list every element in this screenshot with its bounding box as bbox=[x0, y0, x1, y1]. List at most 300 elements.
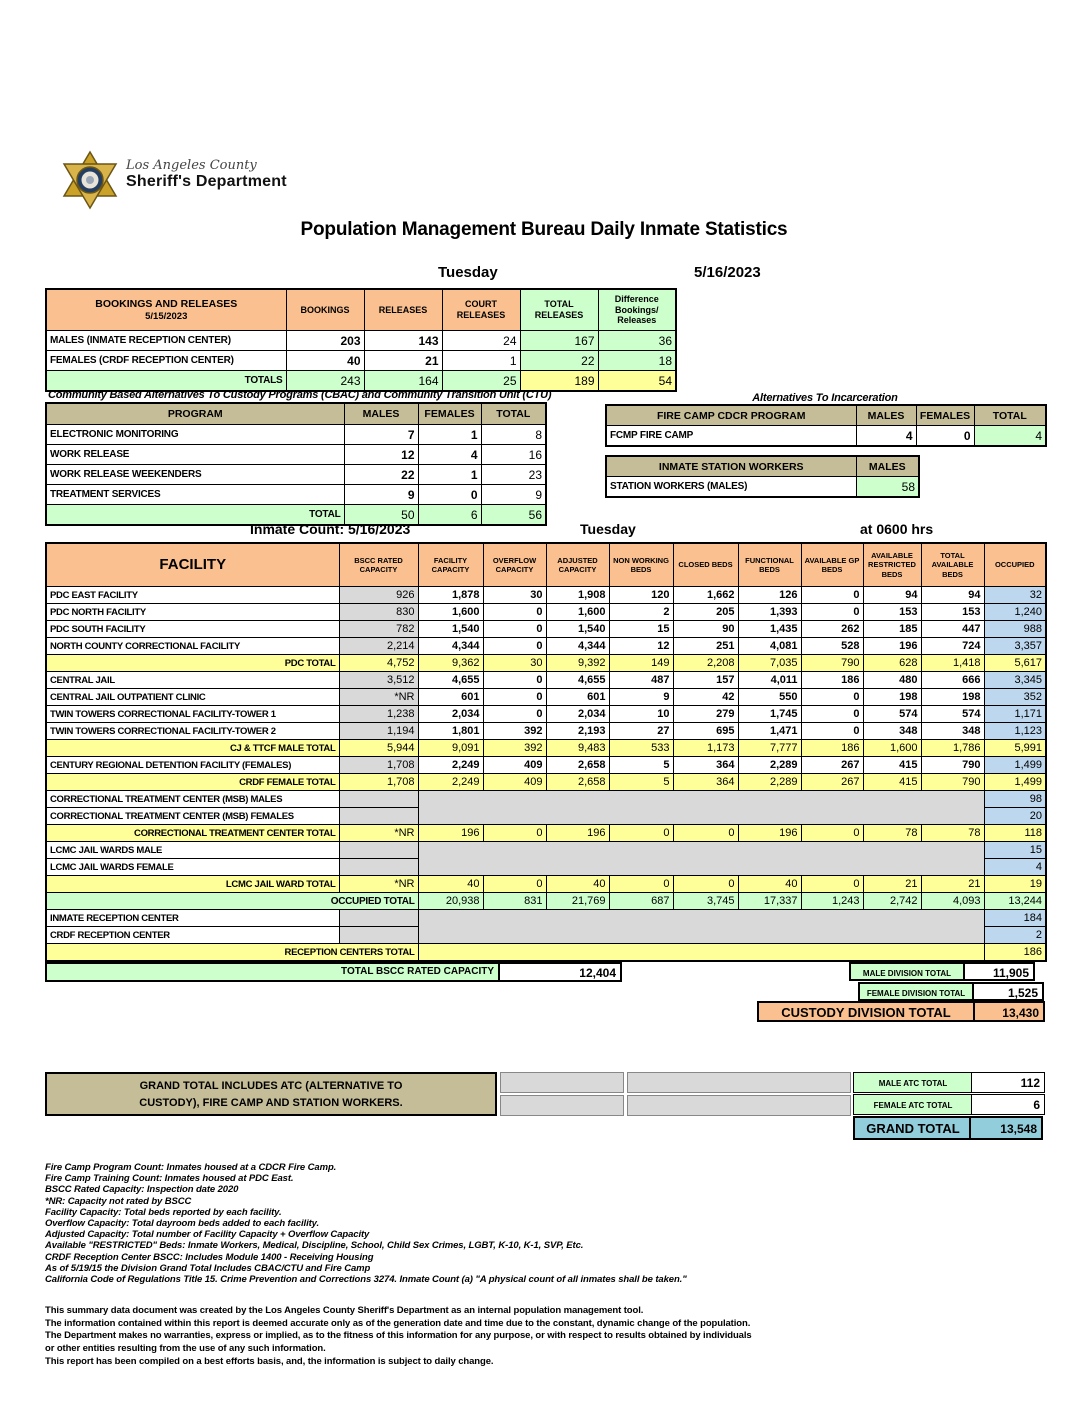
grand-total-section bbox=[45, 1072, 1045, 1142]
count-cell: 550 bbox=[738, 689, 801, 706]
count-cell: 30 bbox=[483, 655, 546, 672]
totals-label: TOTALS bbox=[46, 371, 286, 392]
bookings-cell: 203 bbox=[286, 331, 364, 351]
col-fire-camp-program: FIRE CAMP CDCR PROGRAM bbox=[606, 405, 856, 426]
males-cell: 22 bbox=[344, 465, 418, 485]
bscc-capacity-cell bbox=[339, 910, 418, 927]
bookings-total: 243 bbox=[286, 371, 364, 392]
count-cell: 196 bbox=[738, 825, 801, 842]
facility-label: PDC NORTH FACILITY bbox=[46, 604, 339, 621]
count-cell: 415 bbox=[863, 774, 921, 791]
disclaimer-line: This report has been compiled on a best efforts basis, and, the information is subject to daily change. bbox=[45, 1355, 494, 1367]
count-cell: 0 bbox=[673, 876, 738, 893]
logo-text bbox=[126, 158, 287, 191]
col-females: FEMALES bbox=[418, 403, 481, 425]
count-cell: 364 bbox=[673, 774, 738, 791]
total-label: OCCUPIED TOTAL bbox=[46, 893, 418, 910]
table-row bbox=[46, 893, 1046, 910]
males-cell: 12 bbox=[344, 445, 418, 465]
logo-county: Los Angeles County bbox=[126, 158, 257, 173]
count-cell: 447 bbox=[921, 621, 984, 638]
col-total-available-beds: TOTAL AVAILABLE BEDS bbox=[921, 543, 984, 587]
row-label: MALES (INMATE RECEPTION CENTER) bbox=[46, 331, 286, 351]
inmate-count-date: Inmate Count: 5/16/2023 bbox=[250, 521, 411, 537]
count-cell: 267 bbox=[801, 757, 863, 774]
facility-label: CENTRAL JAIL OUTPATIENT CLINIC bbox=[46, 689, 339, 706]
table-row bbox=[46, 445, 546, 465]
occupied-cell: 13,244 bbox=[984, 893, 1046, 910]
col-difference: Difference Bookings/ Releases bbox=[598, 289, 676, 331]
custody-division-row bbox=[45, 1001, 1045, 1022]
count-cell: 262 bbox=[801, 621, 863, 638]
count-cell: 9,362 bbox=[418, 655, 483, 672]
disclaimer bbox=[45, 1305, 1045, 1368]
bscc-total-value: 12,404 bbox=[498, 962, 622, 982]
count-cell: 409 bbox=[483, 774, 546, 791]
count-table-body bbox=[46, 587, 1046, 962]
facility-label: CORRECTIONAL TREATMENT CENTER TOTAL bbox=[46, 825, 339, 842]
disclaimer-line: or other entities resulting from the use of any such information. bbox=[45, 1343, 326, 1355]
merged-empty-span bbox=[418, 842, 984, 876]
table-row bbox=[606, 426, 1046, 447]
bscc-capacity-cell bbox=[339, 791, 418, 808]
count-cell: 1,786 bbox=[921, 740, 984, 757]
footnotes-line: As of 5/19/15 the Division Grand Total Includes CBAC/CTU and Fire Camp bbox=[45, 1262, 371, 1274]
col-total-releases: TOTAL RELEASES bbox=[520, 289, 598, 331]
table-row bbox=[46, 621, 1046, 638]
female-division-total-value: 1,525 bbox=[972, 982, 1044, 1001]
facility-label: TWIN TOWERS CORRECTIONAL FACILITY-TOWER 2 bbox=[46, 723, 339, 740]
custody-division-total-label: CUSTODY DIVISION TOTAL bbox=[757, 1001, 975, 1022]
count-cell: 0 bbox=[483, 672, 546, 689]
totals-row bbox=[46, 371, 676, 392]
female-atc-total-label: FEMALE ATC TOTAL bbox=[853, 1094, 973, 1115]
total-cell: 4 bbox=[974, 426, 1046, 447]
table-row bbox=[46, 425, 546, 445]
table-row bbox=[46, 587, 1046, 604]
count-cell: 2,249 bbox=[418, 774, 483, 791]
station-workers-table bbox=[605, 455, 920, 498]
bscc-total-row bbox=[45, 962, 1045, 982]
count-cell: 126 bbox=[738, 587, 801, 604]
bookings-cell: 40 bbox=[286, 351, 364, 371]
females-cell: 1 bbox=[418, 465, 481, 485]
count-cell: 2,208 bbox=[673, 655, 738, 672]
occupied-cell: 19 bbox=[984, 876, 1046, 893]
bscc-capacity-cell: 1,708 bbox=[339, 774, 418, 791]
count-cell: 1,600 bbox=[418, 604, 483, 621]
table-row bbox=[46, 842, 1046, 859]
bscc-capacity-cell: 2,214 bbox=[339, 638, 418, 655]
count-cell: 5 bbox=[609, 774, 673, 791]
count-cell: 3,745 bbox=[673, 893, 738, 910]
count-cell: 392 bbox=[483, 740, 546, 757]
program-label: TREATMENT SERVICES bbox=[46, 485, 344, 505]
count-cell: 1,540 bbox=[546, 621, 609, 638]
count-cell: 15 bbox=[609, 621, 673, 638]
facility-label: LCMC JAIL WARDS MALE bbox=[46, 842, 339, 859]
logo-department: Sheriff's Department bbox=[126, 173, 287, 190]
count-cell: 4,655 bbox=[546, 672, 609, 689]
count-cell: 574 bbox=[921, 706, 984, 723]
count-cell: 267 bbox=[801, 774, 863, 791]
releases-total: 164 bbox=[364, 371, 442, 392]
count-cell: 2,742 bbox=[863, 893, 921, 910]
count-cell: 9 bbox=[609, 689, 673, 706]
bscc-capacity-cell: *NR bbox=[339, 876, 418, 893]
occupied-cell: 98 bbox=[984, 791, 1046, 808]
col-occupied: OCCUPIED bbox=[984, 543, 1046, 587]
count-cell: 42 bbox=[673, 689, 738, 706]
bscc-capacity-cell: 926 bbox=[339, 587, 418, 604]
count-cell: 1,173 bbox=[673, 740, 738, 757]
bscc-capacity-cell bbox=[339, 808, 418, 825]
count-cell: 0 bbox=[609, 825, 673, 842]
merged-empty-span bbox=[418, 910, 984, 944]
count-cell: 185 bbox=[863, 621, 921, 638]
count-cell: 0 bbox=[801, 604, 863, 621]
bscc-capacity-cell: 1,238 bbox=[339, 706, 418, 723]
count-cell: 2,289 bbox=[738, 774, 801, 791]
count-cell: 186 bbox=[801, 740, 863, 757]
count-cell: 0 bbox=[609, 876, 673, 893]
grand-total-label: GRAND TOTAL bbox=[853, 1116, 973, 1140]
difference-cell: 36 bbox=[598, 331, 676, 351]
report-date: 5/16/2023 bbox=[694, 264, 761, 281]
footnotes-line: Overflow Capacity: Total dayroom beds added to each facility. bbox=[45, 1218, 320, 1230]
total-label: RECEPTION CENTERS TOTAL bbox=[46, 944, 418, 962]
table-row bbox=[46, 910, 1046, 927]
count-cell: 186 bbox=[801, 672, 863, 689]
col-available-gp-beds: AVAILABLE GP BEDS bbox=[801, 543, 863, 587]
table-row bbox=[46, 740, 1046, 757]
difference-total: 54 bbox=[598, 371, 676, 392]
female-atc-total-value: 6 bbox=[971, 1094, 1045, 1115]
col-available-restricted-beds: AVAILABLE RESTRICTED BEDS bbox=[863, 543, 921, 587]
bookings-title bbox=[46, 289, 286, 331]
ati-section-title: Alternatives To Incarceration bbox=[752, 392, 898, 404]
bookings-title-line1: BOOKINGS AND RELEASES bbox=[95, 298, 238, 310]
col-males: MALES bbox=[856, 456, 919, 477]
count-header-row bbox=[46, 543, 1046, 587]
count-cell: 196 bbox=[863, 638, 921, 655]
count-cell: 1,393 bbox=[738, 604, 801, 621]
program-label: WORK RELEASE WEEKENDERS bbox=[46, 465, 344, 485]
occupied-cell: 4 bbox=[984, 859, 1046, 876]
count-cell: 4,344 bbox=[546, 638, 609, 655]
facility-label: INMATE RECEPTION CENTER bbox=[46, 910, 339, 927]
count-cell: 487 bbox=[609, 672, 673, 689]
count-cell: 21,769 bbox=[546, 893, 609, 910]
count-cell: 7,035 bbox=[738, 655, 801, 672]
col-releases: RELEASES bbox=[364, 289, 442, 331]
spacer bbox=[45, 1001, 757, 1022]
count-cell: 790 bbox=[921, 774, 984, 791]
facility-label: CENTRAL JAIL bbox=[46, 672, 339, 689]
count-cell: 1,600 bbox=[863, 740, 921, 757]
count-cell: 790 bbox=[921, 757, 984, 774]
grand-total-note-line1: GRAND TOTAL INCLUDES ATC (ALTERNATIVE TO bbox=[139, 1080, 403, 1092]
inmate-count-section bbox=[45, 521, 1045, 1368]
col-non-working-beds: NON WORKING BEDS bbox=[609, 543, 673, 587]
count-cell: 0 bbox=[483, 876, 546, 893]
cbac-table bbox=[45, 402, 547, 526]
facility-label: CORRECTIONAL TREATMENT CENTER (MSB) MALES bbox=[46, 791, 339, 808]
table-row bbox=[46, 465, 546, 485]
count-cell: 153 bbox=[863, 604, 921, 621]
count-cell: 0 bbox=[483, 825, 546, 842]
count-cell: 1,908 bbox=[546, 587, 609, 604]
facility-label: NORTH COUNTY CORRECTIONAL FACILITY bbox=[46, 638, 339, 655]
row-label: FEMALES (CRDF RECEPTION CENTER) bbox=[46, 351, 286, 371]
count-cell: 533 bbox=[609, 740, 673, 757]
occupied-cell: 20 bbox=[984, 808, 1046, 825]
count-cell: 40 bbox=[546, 876, 609, 893]
count-cell: 1,418 bbox=[921, 655, 984, 672]
count-cell: 21 bbox=[921, 876, 984, 893]
count-cell: 4,011 bbox=[738, 672, 801, 689]
table-row bbox=[46, 757, 1046, 774]
males-cell: 9 bbox=[344, 485, 418, 505]
count-cell: 2,193 bbox=[546, 723, 609, 740]
table-row bbox=[606, 477, 919, 498]
bscc-capacity-cell: 830 bbox=[339, 604, 418, 621]
count-cell: 0 bbox=[673, 825, 738, 842]
total-releases-cell: 22 bbox=[520, 351, 598, 371]
count-cell: 9,392 bbox=[546, 655, 609, 672]
total-cell: 9 bbox=[481, 485, 546, 505]
females-total: 6 bbox=[418, 505, 481, 526]
col-facility: FACILITY bbox=[46, 543, 339, 587]
table-row bbox=[46, 791, 1046, 808]
col-bscc-rated-capacity: BSCC RATED CAPACITY bbox=[339, 543, 418, 587]
count-cell: 1,435 bbox=[738, 621, 801, 638]
table-row bbox=[46, 944, 1046, 962]
bscc-capacity-cell: 5,944 bbox=[339, 740, 418, 757]
report-day: Tuesday bbox=[438, 264, 498, 281]
facility-label: CRDF FEMALE TOTAL bbox=[46, 774, 339, 791]
count-cell: 149 bbox=[609, 655, 673, 672]
count-cell: 2,289 bbox=[738, 757, 801, 774]
program-label: WORK RELEASE bbox=[46, 445, 344, 465]
female-division-total-label: FEMALE DIVISION TOTAL bbox=[858, 982, 974, 1001]
total-total: 56 bbox=[481, 505, 546, 526]
occupied-cell: 3,357 bbox=[984, 638, 1046, 655]
count-cell: 0 bbox=[483, 689, 546, 706]
occupied-cell: 1,123 bbox=[984, 723, 1046, 740]
occupied-cell: 118 bbox=[984, 825, 1046, 842]
count-cell: 251 bbox=[673, 638, 738, 655]
males-total: 50 bbox=[344, 505, 418, 526]
count-cell: 666 bbox=[921, 672, 984, 689]
table-row bbox=[46, 774, 1046, 791]
col-males: MALES bbox=[344, 403, 418, 425]
count-cell: 205 bbox=[673, 604, 738, 621]
col-court-releases: COURT RELEASES bbox=[442, 289, 520, 331]
sheriff-star-icon bbox=[62, 150, 118, 210]
grand-total-note-line2: CUSTODY), FIRE CAMP AND STATION WORKERS. bbox=[139, 1097, 403, 1110]
page-title: Population Management Bureau Daily Inmate Statistics bbox=[300, 219, 788, 240]
count-cell: 10 bbox=[609, 706, 673, 723]
count-cell: 153 bbox=[921, 604, 984, 621]
total-releases-cell: 167 bbox=[520, 331, 598, 351]
count-cell: 392 bbox=[483, 723, 546, 740]
facility-label: CRDF RECEPTION CENTER bbox=[46, 927, 339, 944]
footnotes bbox=[45, 1162, 1045, 1285]
table-row bbox=[46, 723, 1046, 740]
occupied-cell: 1,499 bbox=[984, 774, 1046, 791]
count-cell: 2,658 bbox=[546, 774, 609, 791]
table-row bbox=[46, 604, 1046, 621]
custody-division-total-value: 13,430 bbox=[973, 1001, 1045, 1022]
bookings-title-date: 5/15/2023 bbox=[145, 310, 188, 322]
table-row bbox=[46, 638, 1046, 655]
court-releases-cell: 24 bbox=[442, 331, 520, 351]
count-cell: 21 bbox=[863, 876, 921, 893]
count-cell: 90 bbox=[673, 621, 738, 638]
count-cell: 4,081 bbox=[738, 638, 801, 655]
inmate-count-table bbox=[45, 542, 1047, 962]
total-releases-total: 189 bbox=[520, 371, 598, 392]
col-functional-beds: FUNCTIONAL BEDS bbox=[738, 543, 801, 587]
male-division-total-value: 11,905 bbox=[963, 962, 1035, 981]
court-releases-cell: 1 bbox=[442, 351, 520, 371]
count-cell: 157 bbox=[673, 672, 738, 689]
count-cell: 348 bbox=[921, 723, 984, 740]
bscc-capacity-cell bbox=[339, 927, 418, 944]
total-cell: 16 bbox=[481, 445, 546, 465]
bookings-releases-table bbox=[45, 288, 677, 392]
grand-total-value: 13,548 bbox=[969, 1116, 1043, 1140]
count-cell: 198 bbox=[863, 689, 921, 706]
occupied-cell: 184 bbox=[984, 910, 1046, 927]
count-cell: 601 bbox=[418, 689, 483, 706]
footnotes-line: Adjusted Capacity: Total number of Facility Capacity + Overflow Capacity bbox=[45, 1229, 370, 1241]
cbac-section-title: Community Based Alternatives To Custody Programs (CBAC) and Community Transition Unit (CTU) bbox=[48, 389, 552, 401]
females-cell: 4 bbox=[418, 445, 481, 465]
col-closed-beds: CLOSED BEDS bbox=[673, 543, 738, 587]
occupied-cell: 1,171 bbox=[984, 706, 1046, 723]
count-cell: 0 bbox=[483, 621, 546, 638]
disclaimer-line: The information contained within this report is deemed accurate only as of the generation date and time due to the constant, dynamic change of the population. bbox=[45, 1317, 751, 1329]
count-cell: 1,745 bbox=[738, 706, 801, 723]
col-females: FEMALES bbox=[916, 405, 974, 426]
total-cell: 23 bbox=[481, 465, 546, 485]
occupied-cell: 186 bbox=[984, 944, 1046, 962]
count-cell: 27 bbox=[609, 723, 673, 740]
occupied-cell: 15 bbox=[984, 842, 1046, 859]
female-division-row bbox=[45, 982, 1045, 1001]
table-row bbox=[46, 485, 546, 505]
count-cell: 17,337 bbox=[738, 893, 801, 910]
fire-camp-table bbox=[605, 404, 1047, 447]
males-cell: 4 bbox=[856, 426, 916, 447]
count-cell: 4,655 bbox=[418, 672, 483, 689]
count-cell: 0 bbox=[801, 689, 863, 706]
count-cell: 2,249 bbox=[418, 757, 483, 774]
count-cell: 40 bbox=[738, 876, 801, 893]
disclaimer-line: The Department makes no warranties, express or implied, as to the fitness of this information for any purpose, or with respect to results obtained by individuals bbox=[45, 1330, 752, 1342]
spacer bbox=[622, 962, 849, 982]
count-cell: 480 bbox=[863, 672, 921, 689]
occupied-cell: 32 bbox=[984, 587, 1046, 604]
empty-cell bbox=[500, 1072, 624, 1093]
count-cell: 528 bbox=[801, 638, 863, 655]
inmate-count-time: at 0600 hrs bbox=[860, 521, 934, 537]
females-cell: 0 bbox=[916, 426, 974, 447]
count-cell: 1,540 bbox=[418, 621, 483, 638]
count-cell: 2 bbox=[609, 604, 673, 621]
count-cell: 1,600 bbox=[546, 604, 609, 621]
occupied-cell: 3,345 bbox=[984, 672, 1046, 689]
facility-label: CORRECTIONAL TREATMENT CENTER (MSB) FEMALES bbox=[46, 808, 339, 825]
program-label: ELECTRONIC MONITORING bbox=[46, 425, 344, 445]
count-cell: 196 bbox=[418, 825, 483, 842]
males-cell: 7 bbox=[344, 425, 418, 445]
footnotes-line: BSCC Rated Capacity: Inspection date 2020 bbox=[45, 1184, 239, 1196]
col-program: PROGRAM bbox=[46, 403, 344, 425]
count-cell: 724 bbox=[921, 638, 984, 655]
occupied-cell: 5,617 bbox=[984, 655, 1046, 672]
count-cell: 196 bbox=[546, 825, 609, 842]
table-row bbox=[46, 689, 1046, 706]
bscc-total-label: TOTAL BSCC RATED CAPACITY bbox=[45, 962, 500, 982]
count-cell: 279 bbox=[673, 706, 738, 723]
occupied-cell: 352 bbox=[984, 689, 1046, 706]
footnotes-line: Facility Capacity: Total beds reported by each facility. bbox=[45, 1206, 282, 1218]
count-cell: 1,662 bbox=[673, 587, 738, 604]
count-cell: 2,658 bbox=[546, 757, 609, 774]
col-bookings: BOOKINGS bbox=[286, 289, 364, 331]
grand-total-note bbox=[45, 1072, 497, 1116]
table-row bbox=[46, 331, 676, 351]
bscc-capacity-cell: 782 bbox=[339, 621, 418, 638]
count-cell: 364 bbox=[673, 757, 738, 774]
count-cell: 0 bbox=[483, 604, 546, 621]
count-cell: 1,878 bbox=[418, 587, 483, 604]
empty-cell bbox=[627, 1095, 851, 1116]
bscc-capacity-cell: *NR bbox=[339, 689, 418, 706]
fire-camp-header-row bbox=[606, 405, 1046, 426]
totals-label: TOTAL bbox=[46, 505, 344, 526]
count-cell: 7,777 bbox=[738, 740, 801, 757]
station-workers-label: STATION WORKERS (MALES) bbox=[606, 477, 856, 498]
col-total: TOTAL bbox=[481, 403, 546, 425]
facility-label: LCMC JAIL WARDS FEMALE bbox=[46, 859, 339, 876]
male-atc-total-label: MALE ATC TOTAL bbox=[853, 1072, 973, 1093]
count-cell: 0 bbox=[801, 723, 863, 740]
sheriff-logo bbox=[62, 150, 287, 210]
facility-label: PDC TOTAL bbox=[46, 655, 339, 672]
facility-label: LCMC JAIL WARD TOTAL bbox=[46, 876, 339, 893]
facility-label: CENTURY REGIONAL DETENTION FACILITY (FEMALES) bbox=[46, 757, 339, 774]
count-cell: 409 bbox=[483, 757, 546, 774]
count-cell: 4,344 bbox=[418, 638, 483, 655]
table-row bbox=[46, 825, 1046, 842]
count-cell: 1,243 bbox=[801, 893, 863, 910]
count-cell: 628 bbox=[863, 655, 921, 672]
col-overflow-capacity: OVERFLOW CAPACITY bbox=[483, 543, 546, 587]
count-cell: 5 bbox=[609, 757, 673, 774]
empty-cell bbox=[500, 1095, 624, 1116]
count-cell: 9,091 bbox=[418, 740, 483, 757]
table-row bbox=[46, 672, 1046, 689]
male-division-total-label: MALE DIVISION TOTAL bbox=[849, 962, 965, 981]
footnotes-line: *NR: Capacity not rated by BSCC bbox=[45, 1195, 192, 1207]
empty-cell bbox=[627, 1072, 851, 1093]
facility-label: TWIN TOWERS CORRECTIONAL FACILITY-TOWER 1 bbox=[46, 706, 339, 723]
males-cell: 58 bbox=[856, 477, 919, 498]
